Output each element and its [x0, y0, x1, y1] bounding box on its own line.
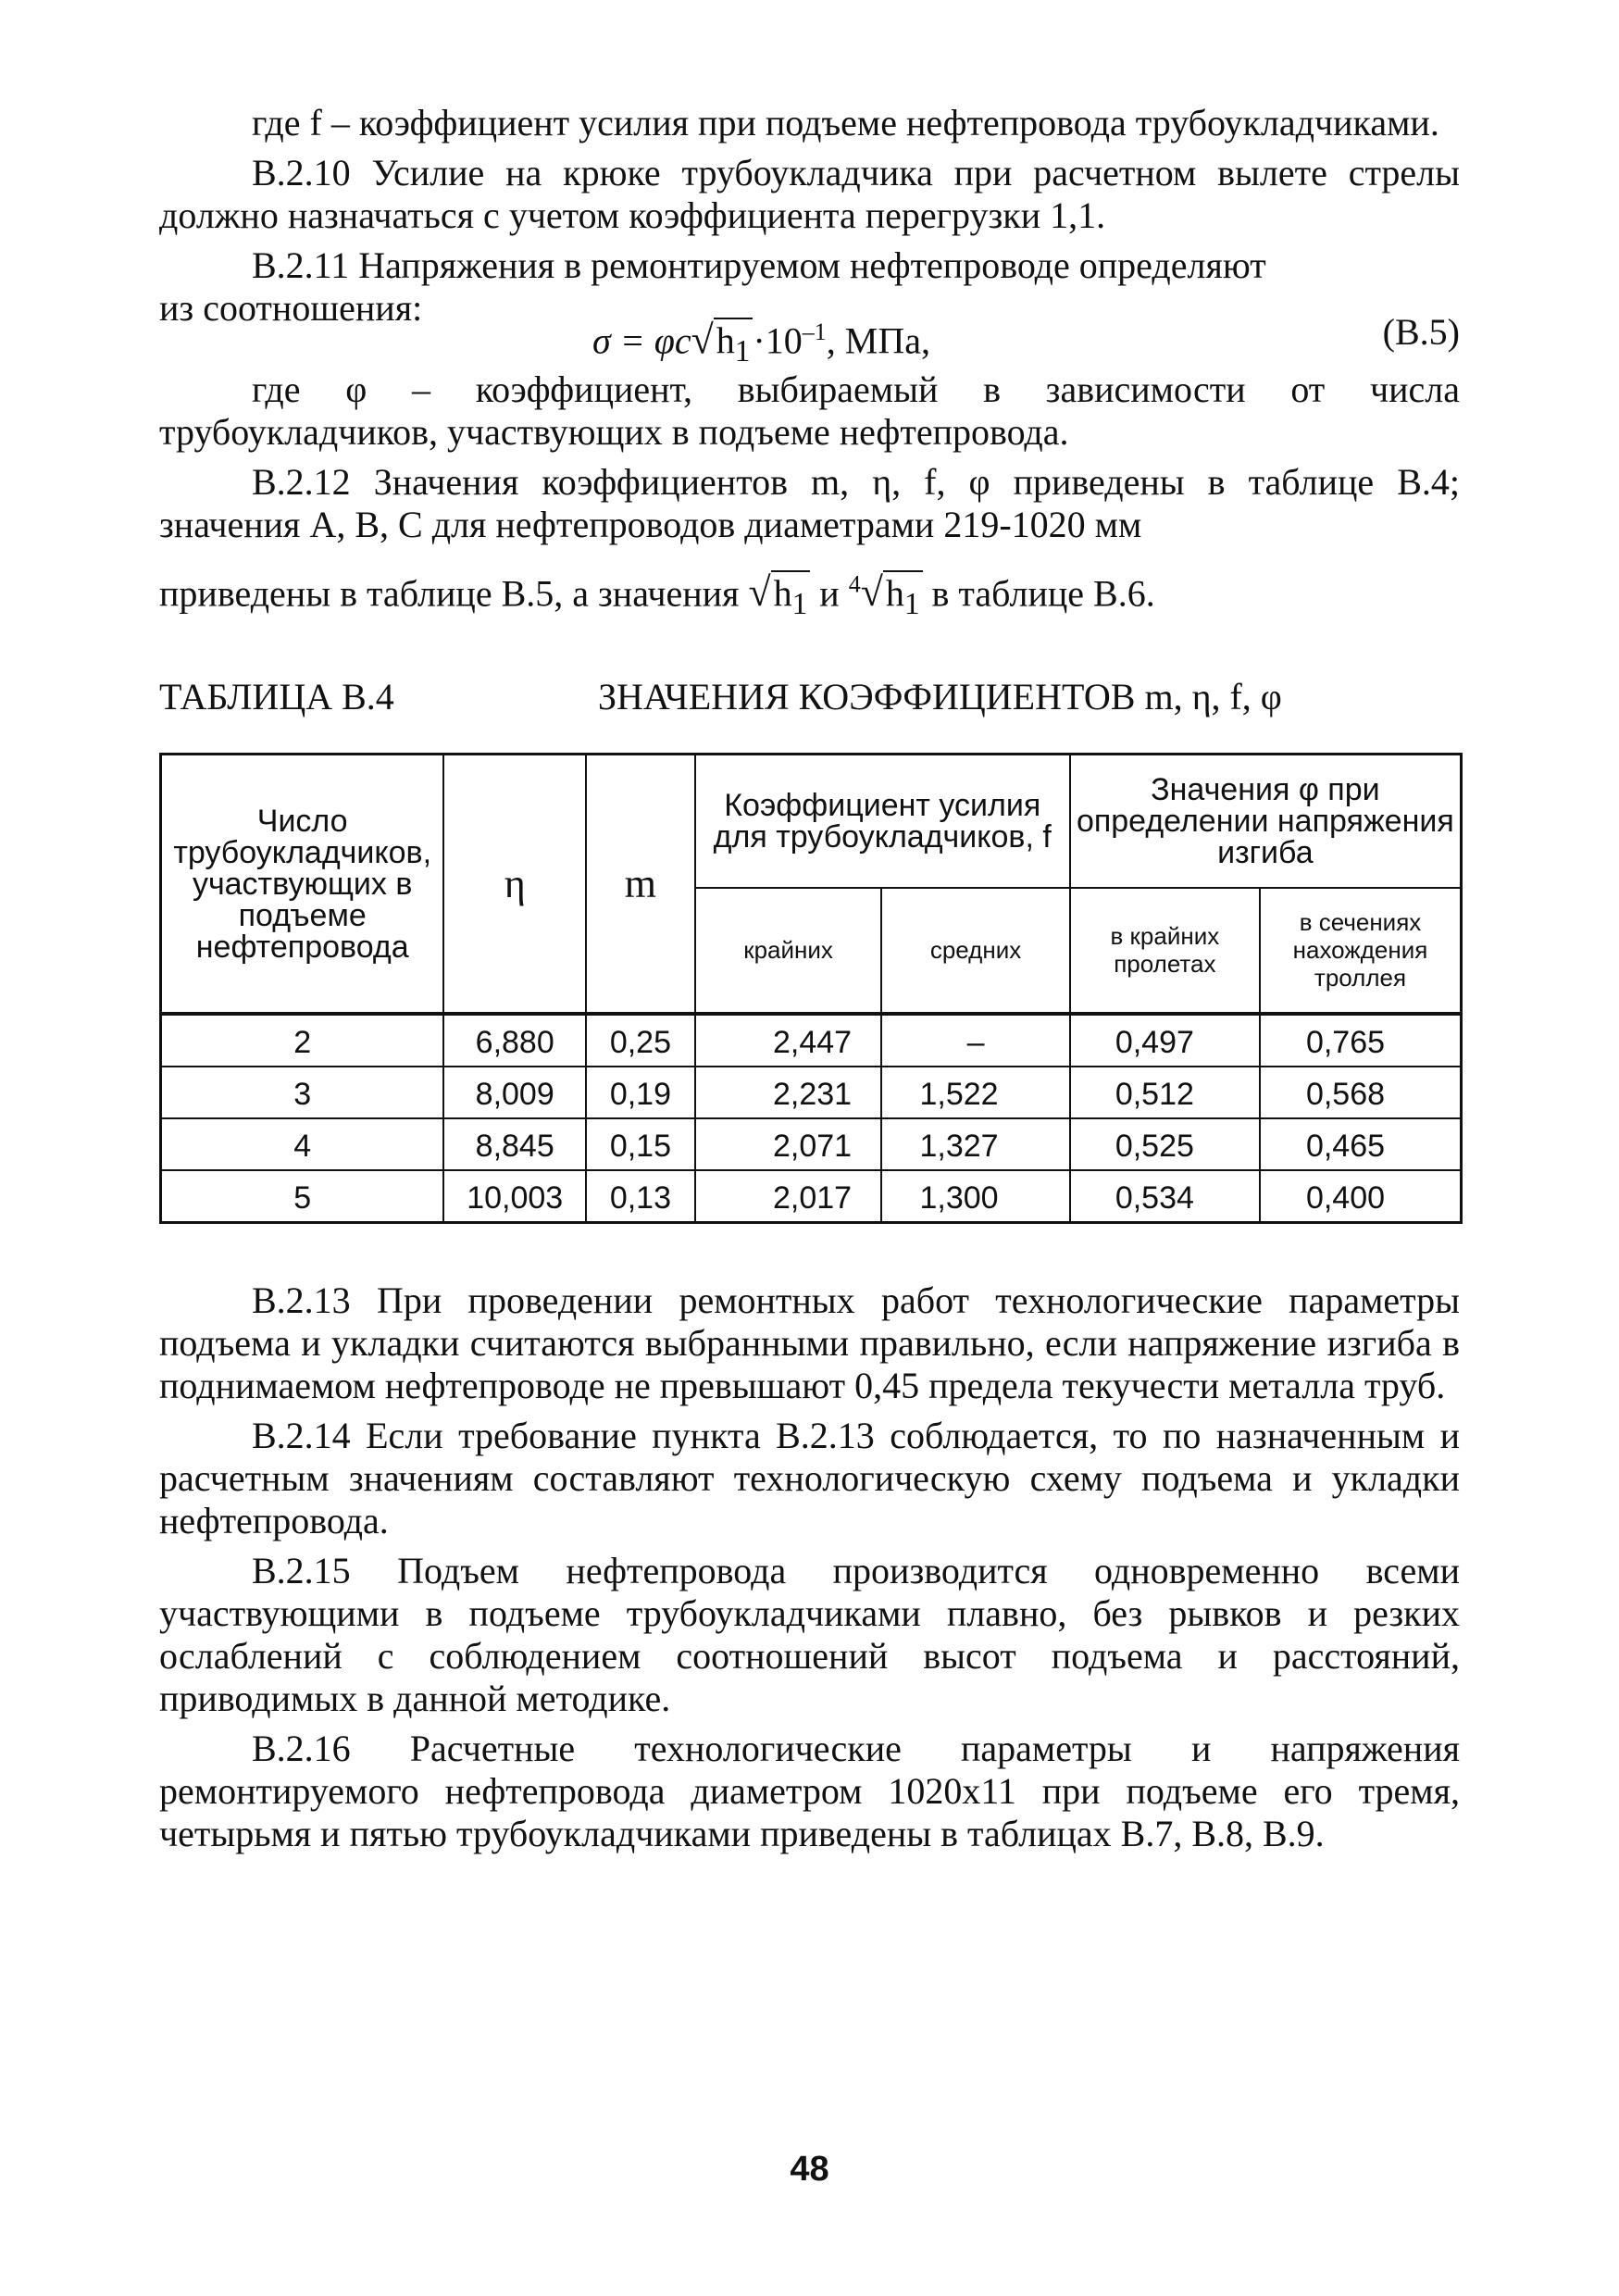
formula-times: ·10: [753, 319, 803, 362]
cell-m: 0,15: [586, 1118, 695, 1170]
paragraph-b2-11: В.2.11 Напряжения в ремонтируемом нефтепроводе определяют: [252, 244, 1266, 286]
coefficients-table: [159, 753, 1463, 1224]
paragraph-b2-16: В.2.16 Расчетные технологические параметры и напряжения ремонтируемого нефтепровода диаметром 1020х11 при подъеме его тремя, четырьмя и пятью трубоукладчиками приведены в таблицах В.7, В.8, В.9.: [159, 1727, 1460, 1854]
header-phi-values: Значения φ при определении напряжения изгиба: [1070, 755, 1462, 888]
table-caption-title: ЗНАЧЕНИЯ КОЭФФИЦИЕНТОВ m, η, f, φ: [598, 676, 1282, 718]
roots-text-after: в таблице В.6.: [931, 572, 1155, 615]
cell-eta: 8,845: [443, 1118, 586, 1170]
cell-eta: 10,003: [443, 1170, 586, 1223]
table-row: [161, 1118, 1462, 1170]
cell-m: 0,25: [586, 1014, 695, 1067]
table-row: [161, 1170, 1462, 1223]
formula-radicand: $h_1$: [714, 318, 753, 361]
paragraph-b2-12: В.2.12 Значения коэффициентов m, η, f, φ приведены в таблице В.4; значения А, В, С для нефтепроводов диаметрами 219-1020 мм: [159, 461, 1460, 545]
cell-phi-trolley: 0,568: [1260, 1067, 1462, 1118]
header-force-outer: крайних: [695, 888, 882, 1014]
cell-phi-trolley: 0,465: [1260, 1118, 1462, 1170]
sqrt-h1-expression: $√h_1$: [748, 572, 810, 614]
roots-text-before: приведены в таблице В.5, а значения: [159, 572, 740, 615]
cell-phi-outer: 0,525: [1070, 1118, 1260, 1170]
cell-phi-outer: 0,534: [1070, 1170, 1260, 1223]
cell-force-outer: 2,071: [695, 1118, 882, 1170]
paragraph-b2-14: В.2.14 Если требование пункта В.2.13 соблюдается, то по назначенным и расчетным значениям составляют технологическую схему подъема и укладки нефтепровода.: [159, 1414, 1460, 1541]
formula-lhs: σ = φc: [592, 319, 691, 362]
cell-phi-outer: 0,512: [1070, 1067, 1260, 1118]
formula-unit: , МПа,: [826, 319, 930, 362]
cell-phi-trolley: 0,400: [1260, 1170, 1462, 1223]
root4-h1-expression: $^4√h_1$: [849, 572, 923, 614]
header-count: Число трубоукладчиков, участвующих в подъеме нефтепровода: [161, 755, 444, 1014]
table-caption: [159, 669, 1460, 725]
formula-exponent: –1: [802, 318, 827, 345]
header-phi-trolley: в сечениях нахождения троллея: [1260, 888, 1462, 1014]
formula-b5: [592, 311, 930, 373]
formula-b5-row: [159, 287, 1460, 369]
cell-eta: 6,880: [443, 1014, 586, 1067]
table-row: [161, 1014, 1462, 1067]
cell-force-outer: 2,017: [695, 1170, 882, 1223]
cell-force-outer: 2,231: [695, 1067, 882, 1118]
header-phi-outer: в крайних пролетах: [1070, 888, 1260, 1014]
sqrt-symbol: √: [691, 317, 714, 363]
formula-lead-text: из соотношения:: [159, 287, 423, 329]
cell-count: 2: [161, 1014, 444, 1067]
header-m: m: [586, 755, 695, 1014]
cell-force-middle: 1,327: [881, 1118, 1069, 1170]
cell-count: 5: [161, 1170, 444, 1223]
roots-text-and: и: [819, 572, 840, 615]
cell-count: 4: [161, 1118, 444, 1170]
cell-force-middle: –: [881, 1014, 1069, 1067]
table-caption-label: ТАБЛИЦА В.4: [159, 676, 394, 718]
header-force-coefficient: Коэффициент усилия для трубоукладчиков, f: [695, 755, 1070, 888]
cell-m: 0,13: [586, 1170, 695, 1223]
table-row: [161, 1067, 1462, 1118]
cell-force-middle: 1,300: [881, 1170, 1069, 1223]
cell-force-outer: 2,447: [695, 1014, 882, 1067]
cell-m: 0,19: [586, 1067, 695, 1118]
paragraph-b2-15: В.2.15 Подъем нефтепровода производится одновременно всеми участвующими в подъеме трубоукладчиками плавно, без рывков и резких ослаблений с соблюдением соотношений высот подъема и расстояний, приводимых в данной методике.: [159, 1549, 1460, 1719]
paragraph-f-definition: где f – коэффициент усилия при подъеме нефтепровода трубоукладчиками.: [252, 102, 1439, 144]
paragraph-b2-10: В.2.10 Усилие на крюке трубоукладчика при расчетном вылете стрелы должно назначаться с учетом коэффициента перегрузки 1,1.: [159, 152, 1460, 236]
cell-phi-trolley: 0,765: [1260, 1014, 1462, 1067]
cell-force-middle: 1,522: [881, 1067, 1069, 1118]
document-page: [159, 102, 1460, 1855]
paragraph-b2-13: В.2.13 При проведении ремонтных работ технологические параметры подъема и укладки считаются выбранными правильно, если напряжение изгиба в поднимаемом нефтепроводе не превышают 0,45 предела текучести металла труб.: [159, 1279, 1460, 1406]
formula-number: (В.5): [1382, 311, 1460, 353]
cell-phi-outer: 0,497: [1070, 1014, 1260, 1067]
roots-line: [159, 557, 1460, 632]
paragraph-phi-definition: где φ – коэффициент, выбираемый в зависимости от числа трубоукладчиков, участвующих в подъеме нефтепровода.: [159, 368, 1460, 453]
header-force-middle: средних: [881, 888, 1069, 1014]
cell-eta: 8,009: [443, 1067, 586, 1118]
page-number: 48: [790, 2150, 829, 2189]
cell-count: 3: [161, 1067, 444, 1118]
header-eta: η: [443, 755, 586, 1014]
table-header-row-1: [161, 755, 1462, 888]
